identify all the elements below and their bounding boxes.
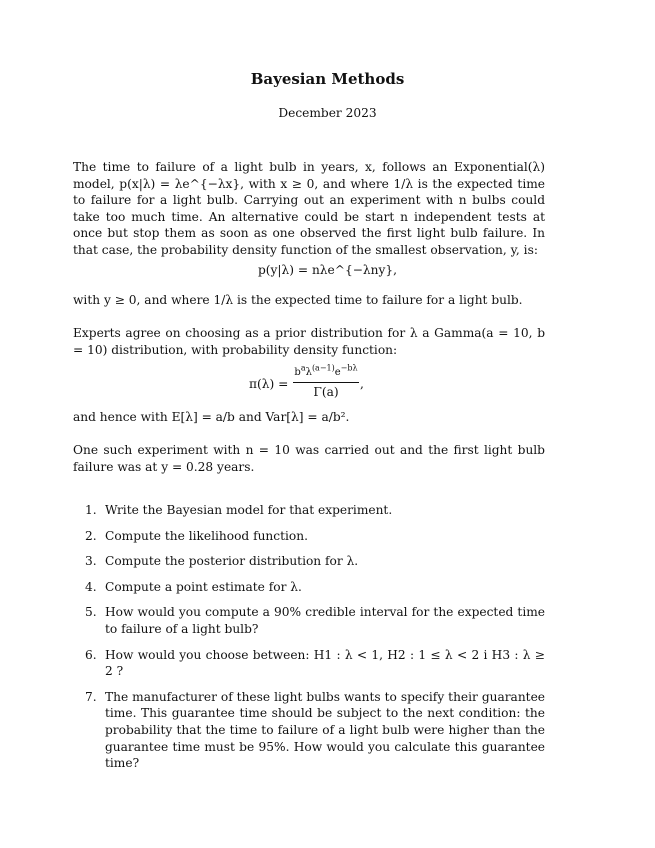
paragraph-moments: and hence with E[λ] = a/b and Var[λ] = a/b². [73,410,350,424]
paragraph-experiment: One such experiment with n = 10 was carried out and the first light bulb failure was at y = 0.28 years. [73,443,545,474]
list-item: 7. The manufacturer of these light bulbs wants to specify their guarantee time. This guarantee time should be subject to the next condition: the probability that the time to failure of a light bulb were higher than the guarantee time must be 95%. How would you calculate this guarantee time? [85,689,545,771]
equation-prior-comma: , [360,377,364,391]
list-item: 4. Compute a point estimate for λ. [85,579,302,594]
list-item: 5. How would you compute a 90% credible interval for the expected time to failure of a light bulb? [85,605,545,636]
list-item: 6. How would you choose between: H1 : λ < 1, H2 : 1 ≤ λ < 2 i H3 : λ ≥ 2 ? [85,647,545,679]
list-item: 2. Compute the likelihood function. [85,528,308,543]
list-item: 3. Compute the posterior distribution for λ. [85,554,359,569]
document-date: December 2023 [278,106,377,120]
document-title: Bayesian Methods [250,70,405,88]
equation-density-y: p(y|λ) = nλe^{−λny}, [257,263,398,277]
equation-prior-denominator: Γ(a) [313,385,339,399]
equation-prior-density [0,365,655,405]
list-item: 1. Write the Bayesian model for that experiment. [85,503,393,517]
equation-prior-numerator: $b^a\lambda^{(a-1)}e^{-b\lambda}$ [293,367,359,383]
question-list [85,502,545,781]
equation-prior-fraction [293,363,359,401]
equation-prior-lhs: π(λ) = [249,377,289,391]
paragraph-intro: The time to failure of a light bulb in years, x, follows an Exponential(λ) model, p(x|λ) = λe^{−λx}, with x ≥ 0, and where 1/λ is the expected time to failure for a light bulb. Carrying out an experiment with n bulbs could take too much time. An alternative could be start n independent tests at once but stop them as soon as one observed the first light bulb failure. In that case, the probability density function of the smallest observation, y, is: [73,160,545,257]
paragraph-prior: Experts agree on choosing as a prior distribution for λ a Gamma(a = 10, b = 10) distribution, with probability density function: [73,326,545,357]
paragraph-support: with y ≥ 0, and where 1/λ is the expected time to failure for a light bulb. [73,293,523,307]
